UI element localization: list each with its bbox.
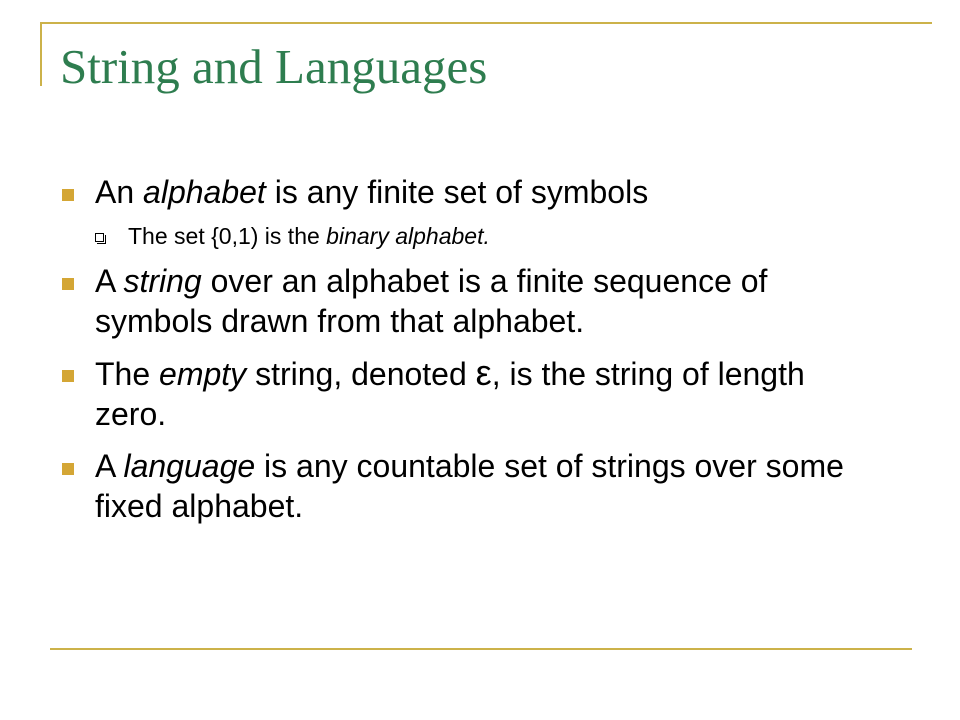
bullet-text: A bbox=[95, 448, 124, 484]
frame-left-rule bbox=[40, 22, 42, 86]
slide-body bbox=[58, 172, 878, 538]
epsilon-symbol: ε bbox=[475, 352, 492, 393]
bullet-term: empty bbox=[159, 356, 247, 392]
bullet-text: is any finite set of symbols bbox=[265, 174, 649, 210]
bullet-text: string, denoted bbox=[246, 356, 476, 392]
slide-title: String and Languages bbox=[60, 39, 488, 94]
bullet-text: The bbox=[95, 356, 160, 392]
bullet-language bbox=[58, 446, 878, 526]
bullet-alphabet bbox=[58, 172, 878, 212]
bullet-term: string bbox=[123, 263, 202, 299]
bullet-text: , is the string of length zero. bbox=[95, 356, 805, 432]
frame-bottom-rule bbox=[50, 648, 912, 650]
bullet-term: language bbox=[123, 448, 256, 484]
hollow-square-bullet-icon bbox=[95, 233, 104, 242]
subbullet-binary bbox=[95, 222, 878, 250]
bullet-term: alphabet bbox=[143, 174, 266, 210]
bullet-text: is any countable set of strings over some fixed alphabet. bbox=[95, 448, 844, 524]
bullet-term: binary alphabet. bbox=[326, 223, 490, 249]
bullet-text: An bbox=[95, 174, 144, 210]
square-bullet-icon bbox=[62, 463, 74, 475]
bullet-empty-string bbox=[58, 353, 878, 434]
bullet-text: The set {0,1) is the bbox=[128, 223, 327, 249]
square-bullet-icon bbox=[62, 370, 74, 382]
square-bullet-icon bbox=[62, 189, 74, 201]
square-bullet-icon bbox=[62, 278, 74, 290]
bullet-string bbox=[58, 261, 878, 341]
bullet-text: over an alphabet is a finite sequence of symbols drawn from that alphabet. bbox=[95, 263, 768, 339]
bullet-text: A bbox=[95, 263, 124, 299]
frame-top-rule bbox=[40, 22, 932, 24]
